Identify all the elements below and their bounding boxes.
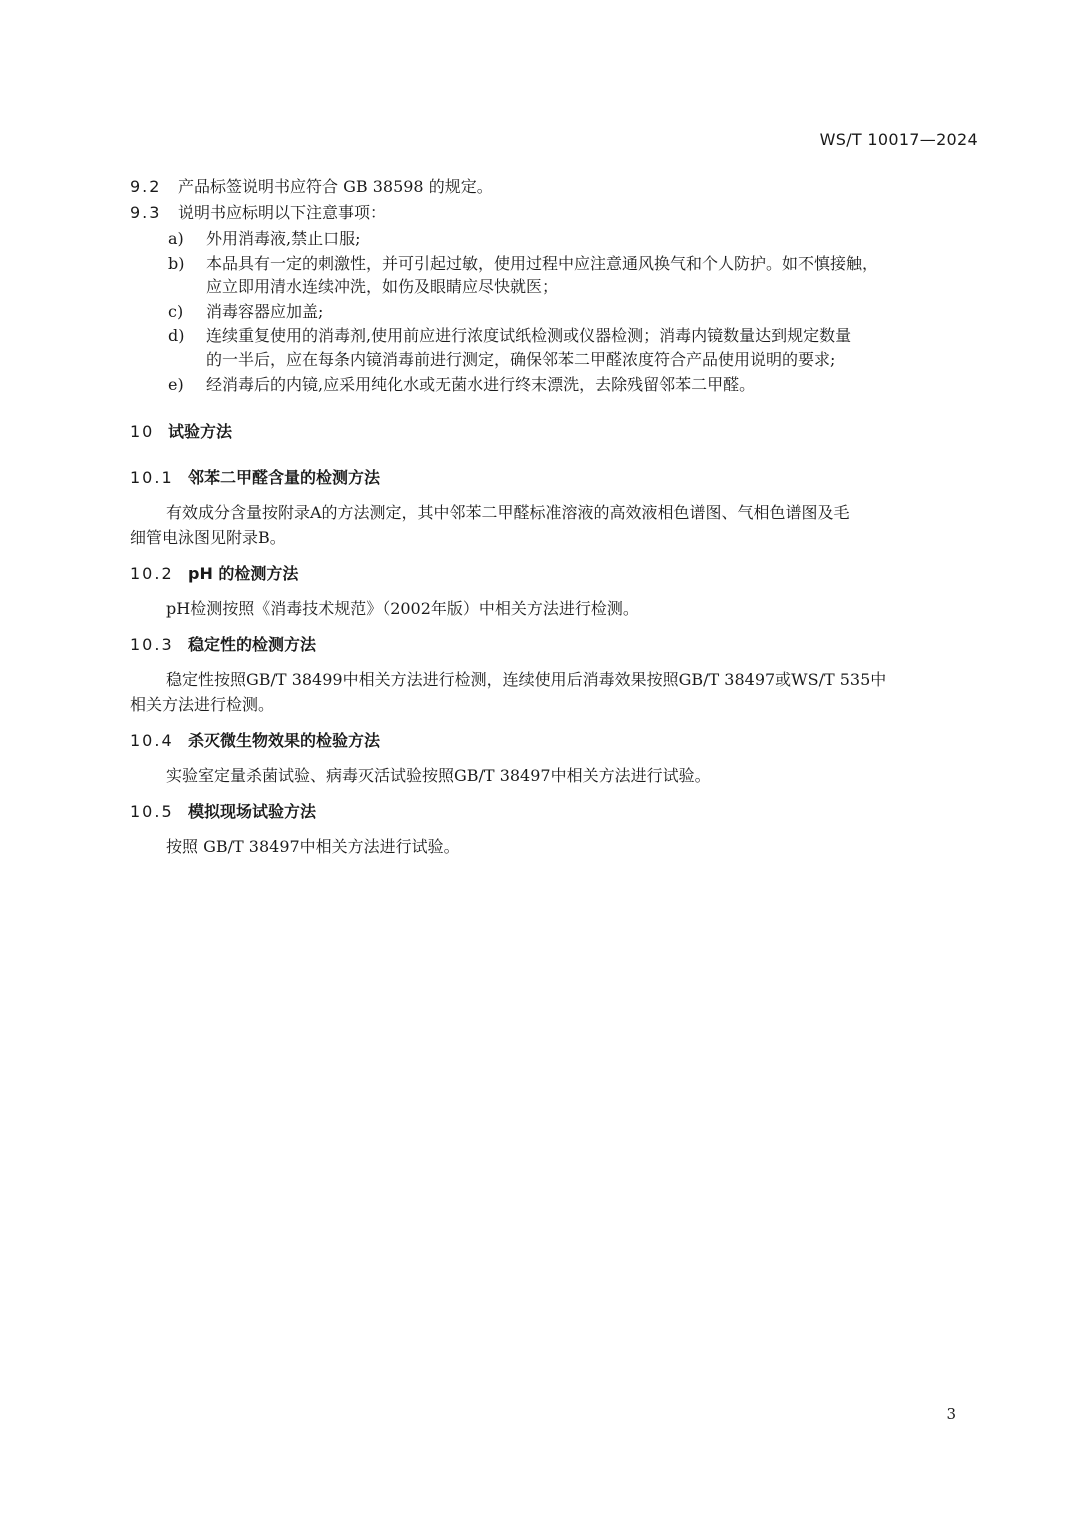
clause-text: 产品标签说明书应符合 GB 38598 的规定。: [178, 177, 493, 196]
subsection-number: 10.2: [130, 564, 174, 583]
subsection-10-3-heading: [130, 634, 316, 656]
list-item-b-cont: 应立即用清水连续冲洗，如伤及眼睛应尽快就医；: [206, 277, 559, 296]
subsection-title: 稳定性的检测方法: [188, 635, 317, 654]
subsection-number: 10.1: [130, 468, 174, 487]
clause-9-2: [130, 176, 493, 198]
item-text: 本品具有一定的刺激性，并可引起过敏，使用过程中应注意通风换气和个人防护。如不慎接触，: [206, 254, 879, 273]
item-text: 经消毒后的内镜,应采用纯化水或无菌水进行终末漂洗，去除残留邻苯二甲醛。: [206, 375, 756, 394]
item-text: 消毒容器应加盖;: [206, 302, 324, 321]
list-item-a: [168, 228, 360, 250]
paragraph-10-1-line-1: 有效成分含量按附录A的方法测定，其中邻苯二甲醛标准溶液的高效液相色谱图、气相色谱图及毛: [166, 503, 850, 522]
item-text: 外用消毒液,禁止口服;: [206, 229, 361, 248]
subsection-title: 邻苯二甲醛含量的检测方法: [188, 468, 381, 487]
list-item-d: [168, 325, 851, 347]
item-marker: e): [168, 375, 184, 394]
subsection-10-1-heading: [130, 467, 380, 489]
paragraph-10-3-line-1: 稳定性按照GB/T 38499中相关方法进行检测，连续使用后消毒效果按照GB/T 38497或WS/T 535中: [166, 670, 887, 689]
paragraph-10-4-line-1: 实验室定量杀菌试验、病毒灭活试验按照GB/T 38497中相关方法进行试验。: [166, 766, 711, 785]
section-10-heading: [130, 421, 232, 443]
item-text: 连续重复使用的消毒剂,使用前应进行浓度试纸检测或仪器检测；消毒内镜数量达到规定数量: [206, 326, 852, 345]
paragraph-10-3-line-2: 相关方法进行检测。: [130, 695, 275, 714]
item-marker: d): [168, 326, 185, 345]
item-marker: a): [168, 229, 184, 248]
subsection-10-2-heading: [130, 563, 298, 585]
section-number: 10: [130, 422, 155, 441]
subsection-title: pH 的检测方法: [188, 564, 299, 583]
subsection-10-5-heading: [130, 801, 316, 823]
standard-code: WS/T 10017—2024: [819, 130, 978, 149]
paragraph-10-2-line-1: pH检测按照《消毒技术规范》（2002年版）中相关方法进行检测。: [166, 599, 639, 618]
section-title: 试验方法: [168, 422, 233, 441]
subsection-number: 10.4: [130, 731, 174, 750]
list-item-c: [168, 301, 323, 323]
item-marker: b): [168, 254, 185, 273]
clause-number: 9.2: [130, 177, 162, 196]
paragraph-10-1-line-2: 细管电泳图见附录B。: [130, 528, 286, 547]
list-item-d-cont: 的一半后，应在每条内镜消毒前进行测定，确保邻苯二甲醛浓度符合产品使用说明的要求;: [206, 350, 836, 369]
subsection-title: 模拟现场试验方法: [188, 802, 317, 821]
paragraph-10-5-line-1: 按照 GB/T 38497中相关方法进行试验。: [166, 837, 460, 856]
subsection-title: 杀灭微生物效果的检验方法: [188, 731, 381, 750]
clause-text: 说明书应标明以下注意事项：: [178, 203, 387, 222]
clause-9-3: [130, 202, 386, 224]
subsection-number: 10.5: [130, 802, 174, 821]
list-item-e: [168, 374, 755, 396]
item-marker: c): [168, 302, 184, 321]
list-item-b: [168, 253, 878, 275]
page-number: 3: [946, 1405, 956, 1423]
subsection-number: 10.3: [130, 635, 174, 654]
clause-number: 9.3: [130, 203, 162, 222]
subsection-10-4-heading: [130, 730, 380, 752]
